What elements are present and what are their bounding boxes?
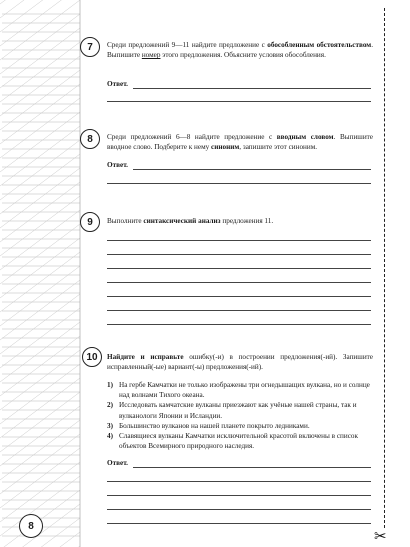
handwriting-guide-margin (0, 0, 84, 547)
cut-line (384, 8, 385, 528)
task-9-answer-line[interactable] (107, 310, 371, 311)
task-7-text: Среди предложений 9—11 найдите предложение с обособленным обстоятельством. Выпишите номер этого предложения. Объясните условия обособления. (107, 41, 373, 60)
list-item: 2) Исследовать камчатские вулканы приезжают как учёные нашей страны, так и вулканологи Японии и Исландии. (107, 401, 357, 420)
task-9-answer-line[interactable] (107, 268, 371, 269)
list-item: 4) Славящиеся вулканы Камчатки исключительной красотой включены в список объектов Всемирного природного наследия. (107, 432, 359, 451)
task-8-answer-line[interactable] (107, 183, 371, 184)
task-7-answer-label: Ответ. (107, 80, 128, 88)
task-10-text: Найдите и исправьте ошибку(-и) в построении предложения(-ий). Запишите исправленный(-ые) вариант(-ы) предложения(-ий). (107, 353, 373, 372)
task-7-number: 7 (80, 37, 100, 57)
task-9-answer-line[interactable] (107, 282, 371, 283)
task-8-answer-line[interactable] (133, 169, 371, 170)
task-9-answer-line[interactable] (107, 254, 371, 255)
task-10-answer-line[interactable] (107, 481, 371, 482)
task-10-answer-line[interactable] (133, 467, 371, 468)
task-9-answer-line[interactable] (107, 240, 371, 241)
task-10-answer-line[interactable] (107, 523, 371, 524)
task-9-number: 9 (80, 212, 100, 232)
task-9-answer-line[interactable] (107, 324, 371, 325)
task-8-number: 8 (80, 129, 100, 149)
task-10-answer-line[interactable] (107, 509, 371, 510)
list-item: 1) На гербе Камчатки не только изображены три огнедышащих вулкана, но и солнце над волнами Тихого океана. (107, 381, 370, 400)
list-item: 3) Большинство вулканов на нашей планете покрыто ледниками. (107, 421, 310, 430)
task-7-answer-line[interactable] (107, 101, 371, 102)
task-8-text: Среди предложений 6—8 найдите предложение с вводным словом. Выпишите вводное слово. Подберите к нему синоним, запишите этот синоним. (107, 133, 373, 152)
scissors-icon: ✂ (374, 527, 387, 545)
handwriting-guide-lines (0, 0, 84, 547)
task-10-sentence-list (107, 380, 373, 451)
task-7-answer-line[interactable] (133, 88, 371, 89)
task-10-answer-line[interactable] (107, 495, 371, 496)
task-10-answer-label: Ответ. (107, 459, 128, 467)
task-9-answer-line[interactable] (107, 296, 371, 297)
task-8-answer-label: Ответ. (107, 161, 128, 169)
task-10-number: 10 (82, 347, 102, 367)
task-9-text: Выполните синтаксический анализ предложения 11. (107, 217, 274, 225)
page-number: 8 (19, 514, 43, 538)
